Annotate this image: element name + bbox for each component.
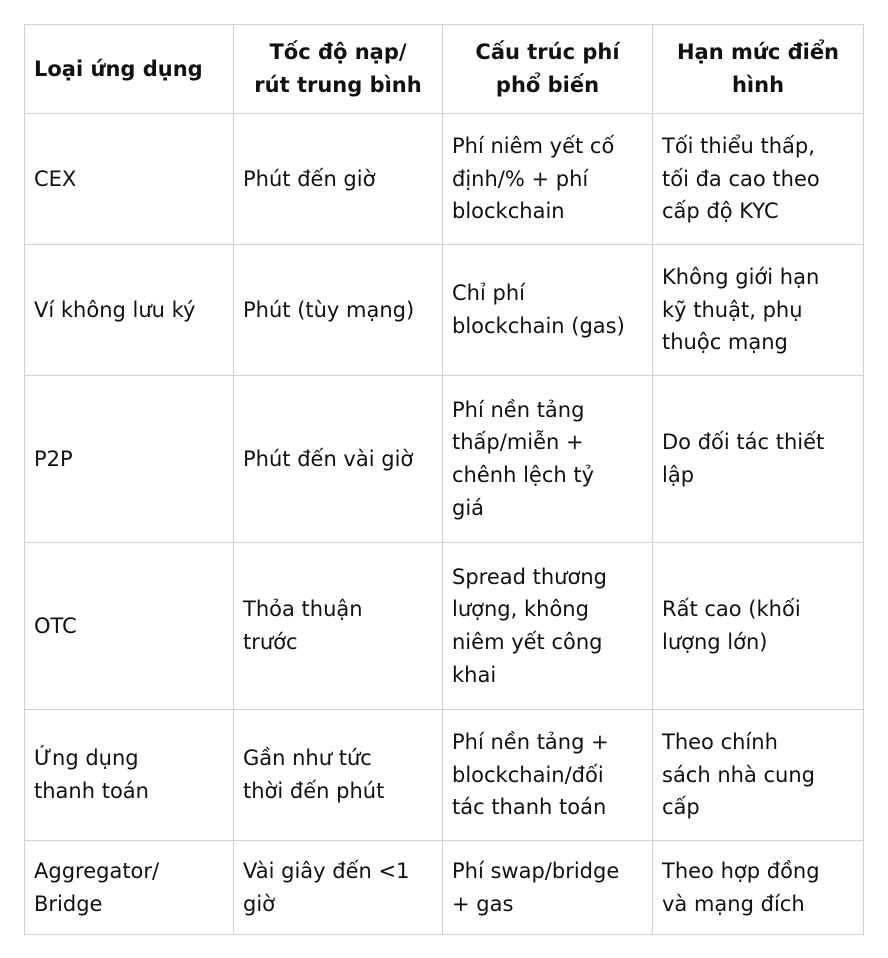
cell-speed: Phút đến vài giờ (234, 376, 443, 543)
cell-app-type: Ví không lưu ký (25, 245, 234, 376)
cell-speed: Phút đến giờ (234, 114, 443, 245)
header-limits: Hạn mức điển hình (653, 25, 864, 114)
table-row (25, 543, 864, 710)
cell-limits: Tối thiểu thấp, tối đa cao theo cấp độ KYC (653, 114, 864, 245)
table-row (25, 245, 864, 376)
cell-limits: Theo hợp đồng và mạng đích (653, 841, 864, 935)
comparison-table (24, 24, 864, 935)
table-row (25, 841, 864, 935)
table-row (25, 376, 864, 543)
cell-fee-structure: Phí nền tảng + blockchain/đối tác thanh toán (443, 710, 653, 841)
cell-app-type: Ứng dụng thanh toán (25, 710, 234, 841)
cell-limits: Không giới hạn kỹ thuật, phụ thuộc mạng (653, 245, 864, 376)
header-speed: Tốc độ nạp/ rút trung bình (234, 25, 443, 114)
table-row (25, 114, 864, 245)
cell-fee-structure: Phí niêm yết cố định/% + phí blockchain (443, 114, 653, 245)
cell-app-type: P2P (25, 376, 234, 543)
header-fee-structure: Cấu trúc phí phổ biến (443, 25, 653, 114)
header-app-type: Loại ứng dụng (25, 25, 234, 114)
cell-app-type: CEX (25, 114, 234, 245)
cell-fee-structure: Phí nền tảng thấp/miễn + chênh lệch tỷ giá (443, 376, 653, 543)
cell-speed: Phút (tùy mạng) (234, 245, 443, 376)
cell-fee-structure: Spread thương lượng, không niêm yết công khai (443, 543, 653, 710)
cell-speed: Gần như tức thời đến phút (234, 710, 443, 841)
cell-speed: Vài giây đến <1 giờ (234, 841, 443, 935)
cell-limits: Rất cao (khối lượng lớn) (653, 543, 864, 710)
cell-fee-structure: Chỉ phí blockchain (gas) (443, 245, 653, 376)
cell-limits: Do đối tác thiết lập (653, 376, 864, 543)
cell-speed: Thỏa thuận trước (234, 543, 443, 710)
cell-limits: Theo chính sách nhà cung cấp (653, 710, 864, 841)
table-header-row (25, 25, 864, 114)
cell-fee-structure: Phí swap/bridge + gas (443, 841, 653, 935)
table-row (25, 710, 864, 841)
cell-app-type: Aggregator/ Bridge (25, 841, 234, 935)
cell-app-type: OTC (25, 543, 234, 710)
comparison-table-container (24, 24, 863, 935)
